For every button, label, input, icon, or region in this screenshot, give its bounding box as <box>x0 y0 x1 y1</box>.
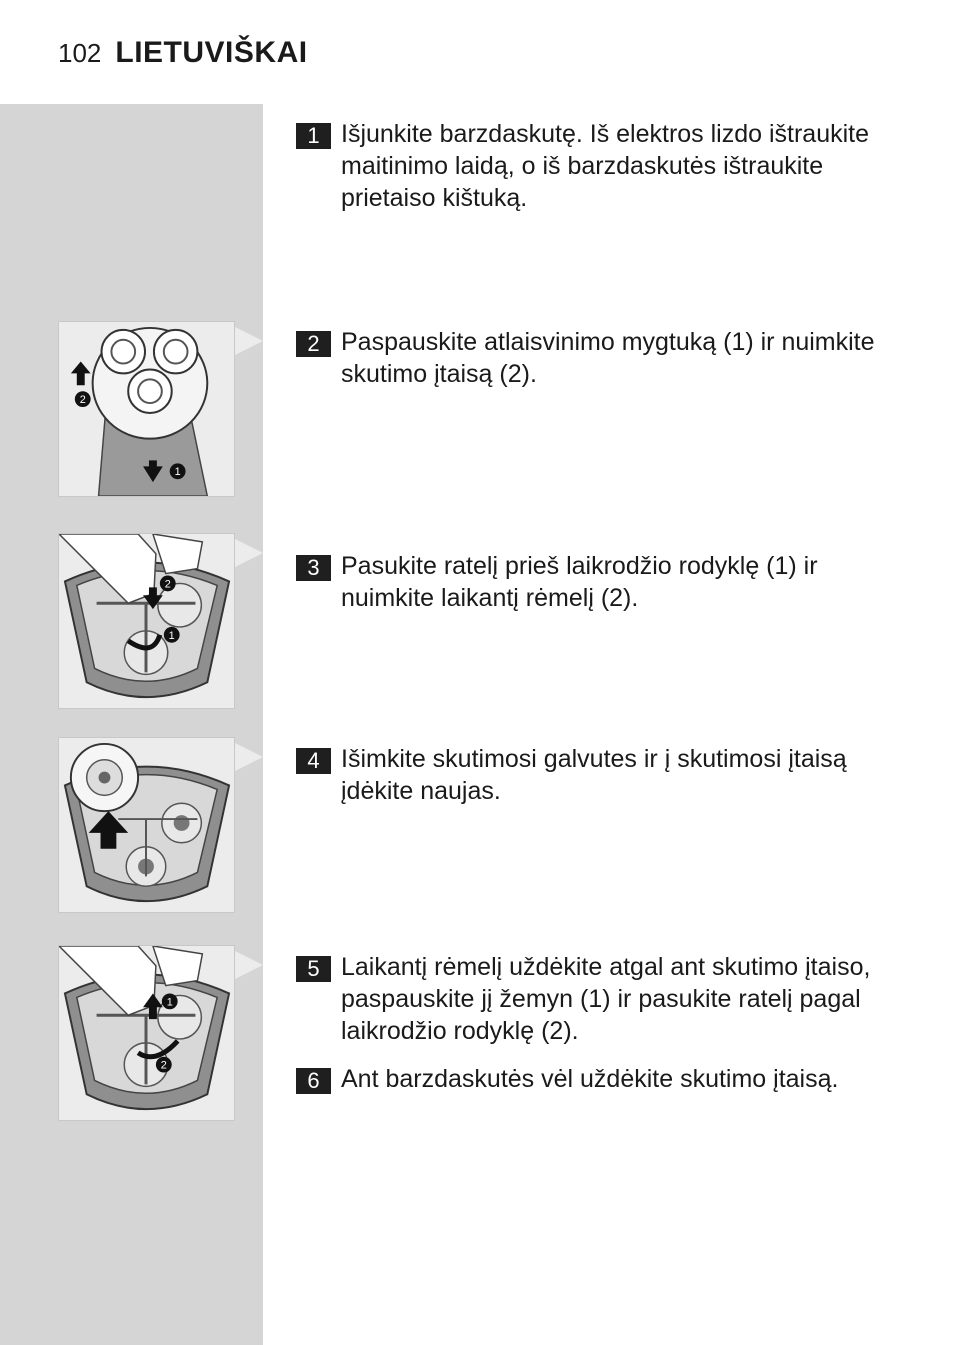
figure-step-2 <box>58 321 235 497</box>
reassembly-illustration <box>59 946 234 1120</box>
step-text-6: Ant barzdaskutės vėl uždėkite skutimo įtaisą. <box>341 1065 839 1093</box>
step-number-2: 2 <box>296 331 331 357</box>
step-6 <box>296 1063 906 1095</box>
step-3 <box>296 550 906 614</box>
shaver-release-illustration <box>59 322 234 496</box>
figure-step-5 <box>58 945 235 1121</box>
fig2-marker-2: 2 <box>79 394 86 407</box>
step-5 <box>296 951 906 1047</box>
shaving-heads-illustration <box>59 738 234 912</box>
fig3-marker-2: 2 <box>164 578 171 591</box>
step-4 <box>296 743 906 807</box>
figure-pointer-5 <box>235 951 263 979</box>
fig5-marker-2: 2 <box>160 1059 167 1072</box>
step-1 <box>296 118 906 214</box>
step-text-3: Pasukite ratelį prieš laikrodžio rodyklę (1) ir nuimkite laikantį rėmelį (2). <box>341 552 818 612</box>
figure-pointer-2 <box>235 327 263 355</box>
step-text-1: Išjunkite barzdaskutę. Iš elektros lizdo ištraukite maitinimo laidą, o iš barzdaskutės ištraukite prietaiso kištuką. <box>341 120 870 212</box>
section-title: LIETUVIŠKAI <box>115 36 308 69</box>
fig5-marker-1: 1 <box>166 996 173 1009</box>
step-text-5: Laikantį rėmelį uždėkite atgal ant skutimo įtaiso, paspauskite jį žemyn (1) ir pasukite ratelį pagal laikrodžio rodyklę (2). <box>341 953 871 1045</box>
figure-pointer-3 <box>235 539 263 567</box>
step-number-6: 6 <box>296 1068 331 1094</box>
illustration-sidebar <box>0 104 263 1345</box>
fig3-marker-1: 1 <box>168 629 175 642</box>
figure-pointer-4 <box>235 743 263 771</box>
page-header <box>58 36 308 70</box>
figure-step-4 <box>58 737 235 913</box>
fig2-marker-1: 1 <box>174 466 181 479</box>
step-text-4: Išimkite skutimosi galvutes ir į skutimosi įtaisą įdėkite naujas. <box>341 745 847 805</box>
figure-step-3 <box>58 533 235 709</box>
step-text-2: Paspauskite atlaisvinimo mygtuką (1) ir nuimkite skutimo įtaisą (2). <box>341 328 875 388</box>
step-number-3: 3 <box>296 555 331 581</box>
step-2 <box>296 326 906 390</box>
step-number-5: 5 <box>296 956 331 982</box>
step-number-4: 4 <box>296 748 331 774</box>
page-number: 102 <box>58 38 102 68</box>
retaining-frame-illustration <box>59 534 234 708</box>
step-number-1: 1 <box>296 123 331 149</box>
